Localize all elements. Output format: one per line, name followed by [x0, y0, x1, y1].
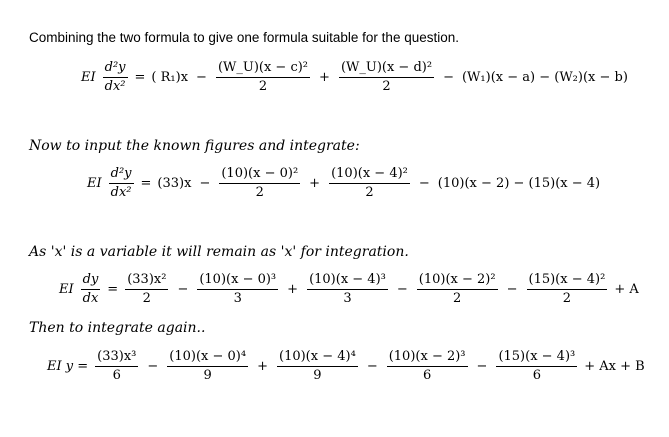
eq1-lhs: EI — [81, 70, 96, 85]
eq4-fraction-3-numerator: (10)(x − 2)³ — [387, 349, 468, 367]
eq2-derivative — [109, 166, 134, 201]
step-3-text: As 'x' is a variable it will remain as 'x' for integration. — [29, 244, 409, 260]
eq1-fraction-1 — [216, 60, 310, 95]
eq3-fraction-2 — [307, 272, 388, 307]
eq3-operator-1: − — [177, 282, 189, 297]
eq1-derivative-numerator: d²y — [103, 60, 128, 78]
eq4-operator-3: − — [366, 359, 378, 374]
eq4-operator-4: − — [476, 359, 488, 374]
eq1-operator-3: − — [443, 70, 454, 85]
eq3-derivative-denominator: dx — [82, 291, 99, 306]
eq3-operator-2: + — [287, 282, 299, 297]
eq1-fraction-1-denominator: 2 — [258, 79, 268, 94]
eq2-term-2: (10)(x − 2) − (15)(x − 4) — [437, 176, 601, 191]
eq3-operator-4: − — [506, 282, 518, 297]
eq2-equals: = — [140, 176, 152, 191]
eq2-operator-1: − — [199, 176, 211, 191]
eq4-fraction-3 — [387, 349, 468, 384]
eq4-fraction-3-denominator: 6 — [422, 368, 432, 383]
eq1-term-2: (W₁)(x − a) − (W₂)(x − b) — [461, 70, 628, 85]
eq4-fraction-1-denominator: 9 — [203, 368, 212, 383]
eq3-tail: + A — [614, 282, 639, 297]
intro-text: Combining the two formula to give one formula suitable for the question. — [29, 30, 459, 45]
step-2-text: Now to input the known figures and integrate: — [29, 138, 360, 154]
eq2-derivative-numerator: d²y — [109, 166, 134, 184]
eq1-fraction-2-denominator: 2 — [382, 79, 391, 94]
eq3-fraction-4 — [527, 272, 608, 307]
eq1-fraction-1-numerator: (W_U)(x − c)² — [216, 60, 310, 78]
eq4-fraction-1 — [167, 349, 248, 384]
eq3-derivative-numerator: dy — [81, 272, 101, 290]
eq3-fraction-0-numerator: (33)x² — [125, 272, 168, 290]
eq4-fraction-4-denominator: 6 — [532, 368, 541, 383]
eq1-fraction-2-numerator: (W_U)(x − d)² — [339, 60, 434, 78]
eq1-operator-2: + — [319, 70, 330, 85]
eq3-fraction-4-denominator: 2 — [562, 291, 572, 306]
eq1-fraction-2 — [339, 60, 434, 95]
eq3-equals: = — [107, 282, 119, 297]
eq2-fraction-2-numerator: (10)(x − 4)² — [329, 166, 410, 184]
eq4-fraction-1-numerator: (10)(x − 0)⁴ — [167, 349, 248, 367]
eq3-operator-3: − — [396, 282, 408, 297]
equation-1 — [78, 60, 631, 95]
eq2-lhs: EI — [87, 176, 102, 191]
step-4-text: Then to integrate again.. — [29, 320, 206, 336]
equation-2 — [84, 166, 603, 201]
eq3-fraction-3-numerator: (10)(x − 2)² — [417, 272, 498, 290]
eq2-derivative-denominator: dx² — [110, 185, 132, 200]
equation-3 — [56, 272, 642, 307]
eq3-fraction-0-denominator: 2 — [142, 291, 151, 306]
eq2-operator-3: − — [418, 176, 430, 191]
eq1-term-1: ( R₁)x — [151, 70, 189, 85]
eq4-operator-2: + — [257, 359, 268, 374]
eq2-fraction-2-denominator: 2 — [365, 185, 374, 200]
equation-4 — [44, 349, 648, 384]
eq3-fraction-3 — [417, 272, 498, 307]
eq1-derivative-denominator: dx² — [104, 79, 126, 94]
eq4-operator-1: − — [147, 359, 159, 374]
eq4-fraction-2-numerator: (10)(x − 4)⁴ — [277, 349, 358, 367]
eq4-lhs: EI y = — [47, 359, 89, 374]
eq4-fraction-4-numerator: (15)(x − 4)³ — [496, 349, 577, 367]
eq2-fraction-1-numerator: (10)(x − 0)² — [219, 166, 300, 184]
eq1-operator-1: − — [196, 70, 207, 85]
eq3-fraction-0 — [125, 272, 168, 307]
eq3-fraction-2-denominator: 3 — [343, 291, 352, 306]
eq1-derivative — [103, 60, 128, 95]
eq3-fraction-1 — [197, 272, 278, 307]
eq3-fraction-2-numerator: (10)(x − 4)³ — [307, 272, 388, 290]
eq4-tail: + Ax + B — [584, 359, 645, 374]
eq4-fraction-0 — [95, 349, 138, 384]
eq3-lhs: EI — [59, 282, 74, 297]
eq2-operator-2: + — [309, 176, 321, 191]
eq3-fraction-1-denominator: 3 — [233, 291, 242, 306]
eq2-fraction-2 — [329, 166, 410, 201]
eq3-derivative — [81, 272, 101, 307]
eq4-fraction-0-denominator: 6 — [112, 368, 121, 383]
eq3-fraction-3-denominator: 2 — [453, 291, 462, 306]
eq1-equals: = — [134, 70, 146, 85]
eq4-fraction-0-numerator: (33)x³ — [95, 349, 138, 367]
eq4-fraction-4 — [496, 349, 577, 384]
eq3-fraction-4-numerator: (15)(x − 4)² — [527, 272, 608, 290]
eq2-fraction-1 — [219, 166, 300, 201]
eq4-fraction-2-denominator: 9 — [313, 368, 322, 383]
eq3-fraction-1-numerator: (10)(x − 0)³ — [197, 272, 278, 290]
eq2-fraction-1-denominator: 2 — [255, 185, 264, 200]
eq2-term-1: (33)x — [157, 176, 192, 191]
eq4-fraction-2 — [277, 349, 358, 384]
